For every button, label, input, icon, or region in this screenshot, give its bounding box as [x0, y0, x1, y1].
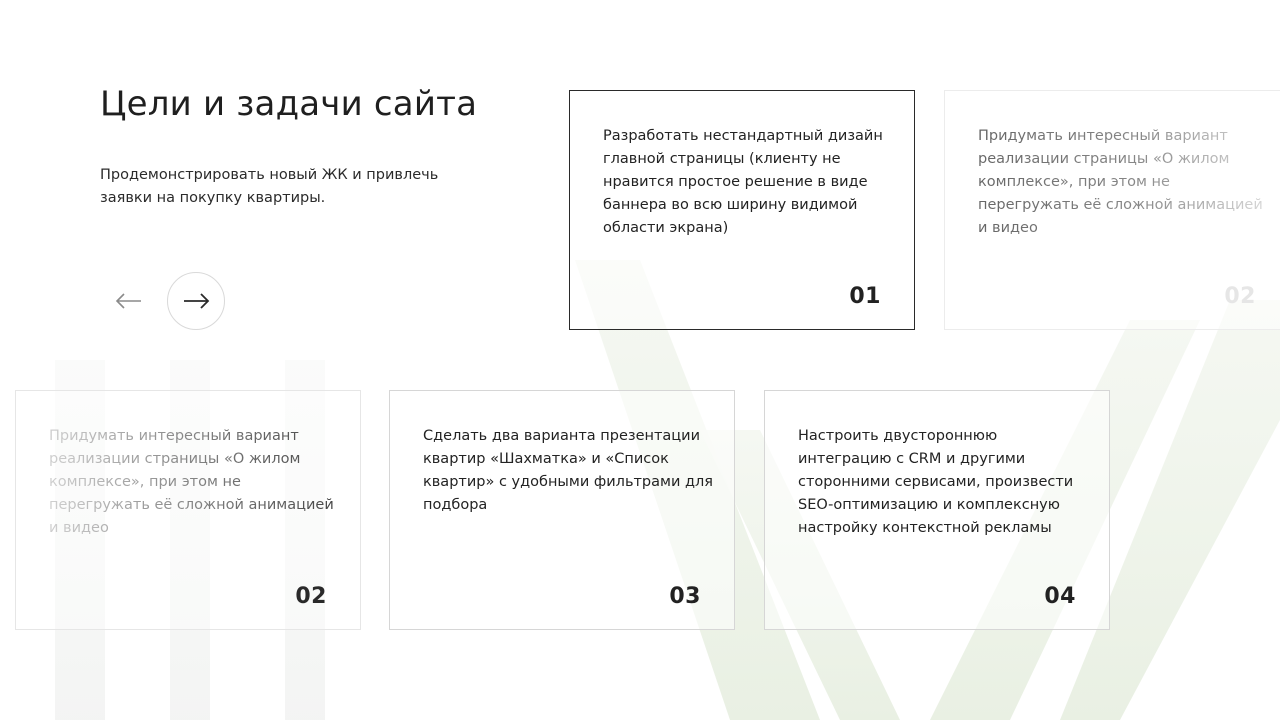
goal-card-number: 01 [849, 284, 881, 309]
arrow-left-icon [115, 293, 143, 309]
arrow-right-icon [182, 293, 210, 309]
goal-card-text: Придумать интересный вариант реализации страницы «О жилом комплексе», при этом не перегружать её сложной анимацией и видео [978, 125, 1268, 240]
goal-card-04[interactable] [764, 390, 1110, 630]
goal-card-number: 04 [1044, 584, 1076, 609]
goal-card-03[interactable] [389, 390, 735, 630]
goal-card-text: Сделать два варианта презентации квартир «Шахматка» и «Список квартир» с удобными фильтрами для подбора [423, 428, 714, 513]
goal-card-02-bottom[interactable] [15, 390, 361, 630]
goal-card-number: 03 [669, 584, 701, 609]
goal-card-number: 02 [295, 584, 327, 609]
goal-card-02-top[interactable] [944, 90, 1280, 330]
goal-card-text: Разработать нестандартный дизайн главной страницы (клиенту не нравится простое решение в виде баннера во всю ширину видимой области экрана) [603, 128, 883, 236]
goal-card-text: Придумать интересный вариант реализации страницы «О жилом комплексе», при этом не перегружать её сложной анимацией и видео [49, 425, 339, 540]
goal-card-text: Настроить двустороннюю интеграцию с CRM и другими сторонними сервисами, произвести SEO-оптимизацию и комплексную настройку контекстной рекламы [798, 428, 1074, 536]
section-title: Цели и задачи сайта [100, 84, 478, 124]
section-subtitle: Продемонстрировать новый ЖК и привлечь заявки на покупку квартиры. [100, 167, 439, 206]
prev-button[interactable] [110, 282, 148, 320]
goal-card-number: 02 [1224, 284, 1256, 309]
goal-card-01[interactable] [569, 90, 915, 330]
next-button[interactable] [167, 272, 225, 330]
